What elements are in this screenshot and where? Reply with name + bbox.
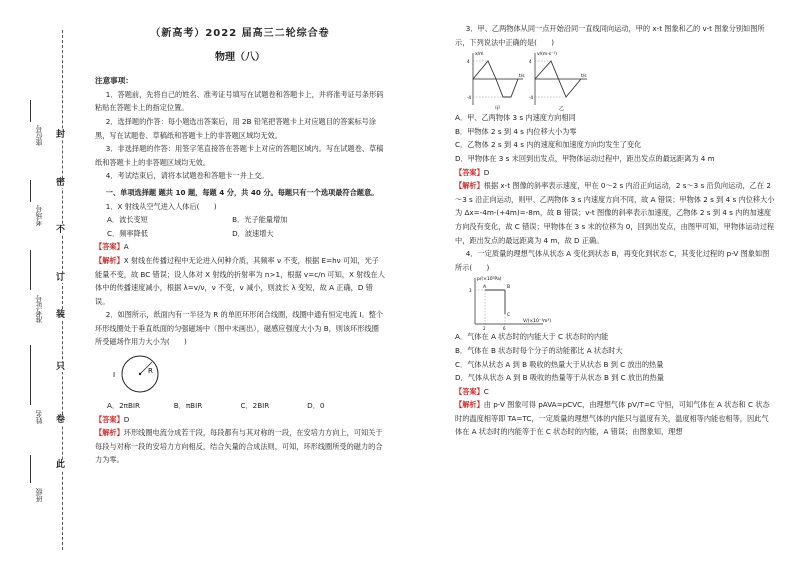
v-t-graph: [529, 51, 587, 111]
answer-value: D: [483, 167, 490, 177]
notice-item: 3．非选择题的作答：用签字笔直接答在答题卡上对应的答题区域内。写在试题卷、草稿纸和答题卡上的非答题区域均无效。: [95, 144, 384, 167]
option: A．气体在 A 状态时的内能大于 C 状态时的内能: [455, 332, 609, 342]
svg-text:乙: 乙: [559, 106, 565, 112]
seal-char: 不: [56, 225, 66, 235]
answer-label: 【答案】: [95, 242, 124, 252]
answer-value: D: [123, 414, 130, 424]
svg-text:V/(×10⁻³m³): V/(×10⁻³m³): [523, 319, 551, 325]
analysis-text: X 射线在传播过程中无论进入何种介质，其频率 ν 不变，根据 E=hν 可知，光子能量不变，故 BC 错误；设人体对 X 射线的折射率为 n>1，根据 v=c/n 可知，X 射线在人体中的传播速度减小，根据 λ=v/ν，ν 不变，v 减小，则波长 λ 变短，故 A 正确，D 错误。: [95, 255, 385, 306]
svg-text:3: 3: [469, 288, 472, 294]
q1-analysis: [95, 254, 385, 308]
svg-text:x/m: x/m: [475, 52, 484, 58]
q2-options: [95, 399, 385, 413]
analysis-text: 根据 x-t 图像的斜率表示速度，甲在 0～2 s 内沿正向运动，2 s～3 s 沿负向运动，乙在 2～3 s 沿正向运动，则甲、乙两物体 3 s 内速度方向不同，故 A 错误；甲物体 2 s 到 4 s 内位移大小为 Δx=-4m-(+4m)=-8m，故 B 错误；v-t 图像的斜率表示加速度，乙物体 2 s 到 4 s 内的加速度方向没有变化，故 C 错误；甲物体在 3 s 末的位移为 0，回到出发点，由图甲可知，甲物体运动过程中，距出发点的最远距离为 4 m，故 D 正确。: [455, 181, 775, 245]
notice-item: 1．答题前，先将自己的姓名、准考证号填写在试题卷和答题卡上，并将准考证号条形码粘贴在答题卡上的指定位置。: [95, 89, 384, 113]
answer-label: 【答案】: [455, 167, 484, 177]
q3-graphs: [463, 49, 593, 111]
svg-text:4: 4: [467, 59, 470, 65]
answer-label: 【答案】: [95, 414, 124, 424]
answer-label: 【答案】: [455, 386, 484, 396]
q2-figure: [95, 349, 385, 399]
q3-analysis: [455, 179, 775, 247]
seat-number-field: 座位号: [35, 125, 43, 146]
q4-answer: [455, 385, 775, 399]
notice-item: 4．考试结束后，请将本试题卷和答题卡一并上交。: [105, 171, 269, 181]
svg-text:-4: -4: [529, 95, 533, 101]
right-column: [455, 22, 775, 439]
svg-text:6: 6: [503, 326, 506, 331]
field-line: [30, 180, 31, 202]
q3-answer: [455, 166, 775, 180]
seal-char: 订: [56, 273, 66, 283]
option: D．0: [307, 401, 325, 411]
seal-line: [62, 30, 63, 550]
option: C．2BIR: [240, 401, 270, 411]
admission-number-field: 准考证号: [35, 295, 43, 323]
answer-value: C: [483, 386, 489, 396]
option: D．波速增大: [232, 228, 274, 238]
option: B．光子能量增加: [232, 215, 288, 225]
option: C．频率降低: [107, 228, 148, 238]
svg-text:A: A: [483, 285, 487, 291]
notice-item: 2．选择题的作答：每小题选出答案后，用 2B 铅笔把答题卡上对应题目的答案标号涂黑，写在试题卷、草稿纸和答题卡上的非答题区域均无效。: [95, 116, 377, 140]
p-v-graph: [463, 274, 553, 330]
q3-figures: [455, 49, 775, 111]
svg-text:4: 4: [529, 59, 532, 65]
notice-heading: 注意事项：: [95, 76, 133, 86]
option: D．气体从状态 A 到 B 吸收的热量等于从状态 B 到 C 放出的热量: [455, 373, 664, 383]
q3-stem: 3．甲、乙两物体从同一点开始沿同一直线同向运动，甲的 x-t 图象和乙的 v-t 图象分别如图所示，下列说法中正确的是( ): [455, 24, 765, 47]
svg-text:C: C: [507, 313, 511, 319]
analysis-label: 【解析】: [95, 428, 124, 438]
radius-label: R: [148, 367, 153, 376]
answer-value: A: [123, 242, 129, 252]
q1-options: [95, 213, 385, 240]
svg-text:v/(m·s⁻¹): v/(m·s⁻¹): [537, 52, 558, 58]
ring-diagram: [110, 349, 170, 399]
analysis-label: 【解析】: [455, 400, 484, 410]
option: C．气体从状态 A 到 B 吸收的热量大于从状态 B 到 C 放出的热量: [455, 359, 664, 369]
svg-text:p/(×10⁵Pa): p/(×10⁵Pa): [477, 277, 502, 283]
seal-char: 装: [56, 310, 66, 320]
analysis-text: 由 p-V 图象可得 pAVA=pCVC，由理想气体 pV/T=C 守恒，可知气体在 A 状态和 C 状态时的温度相等即 TA=TC，一定质量的理想气体的内能只与温度有关，温度相等内能也相等，因此气体在 A 状态时的内能等于在 C 状态时的内能，A 错误；由图象知，理想: [455, 400, 770, 437]
svg-text:甲: 甲: [495, 106, 501, 112]
q2-analysis: [95, 426, 385, 467]
field-line: [30, 455, 31, 483]
option: B．气体在 B 状态时每个分子的动能都比 A 状态时大: [455, 345, 623, 355]
exam-subtitle: 物理（八）: [215, 51, 265, 63]
analysis-label: 【解析】: [455, 181, 484, 191]
q2-stem: 2．如图所示，纸面内有一半径为 R 的单匝环形闭合线圈，线圈中通有恒定电流 I。整个环形线圈处于垂直纸面的匀强磁场中（图中未画出），磁感应强度大小为 B，则该环形线圈所受磁场作用力大小为( ): [95, 310, 384, 347]
seal-char: 封: [56, 130, 66, 140]
q2-answer: [95, 413, 385, 427]
q4-analysis: [455, 398, 775, 439]
x-t-graph: [467, 51, 525, 111]
field-line: [30, 100, 31, 122]
svg-text:t/s: t/s: [581, 74, 587, 80]
class-field: 班级: [35, 488, 43, 502]
option: A．2πBIR: [107, 401, 141, 411]
option: C．乙物体 2 s 到 4 s 内的速度和加速度方向均发生了变化: [455, 140, 642, 150]
option: A．波长变短: [107, 215, 148, 225]
svg-text:B: B: [507, 285, 511, 291]
field-line: [30, 345, 31, 405]
name-field: 姓名: [35, 410, 43, 424]
svg-text:t/s: t/s: [519, 74, 525, 80]
option: A．甲、乙两物体 3 s 内速度方向相同: [455, 113, 576, 123]
exam-title: （新高考）2022 届高三二轮综合卷: [150, 28, 330, 39]
svg-text:2: 2: [483, 326, 486, 331]
binding-strip: [0, 0, 78, 562]
analysis-label: 【解析】: [95, 255, 124, 265]
left-column: [95, 0, 385, 467]
option: D．甲物体在 3 s 末回到出发点，甲物体运动过程中，距出发点的最远距离为 4 m: [455, 153, 715, 163]
seal-char: 只: [56, 362, 66, 372]
seal-char: 密: [56, 178, 66, 188]
section-heading: 一、单项选择题 题共 10 题，每题 4 分，共 40 分。每题只有一个选项最符合题意。: [105, 187, 379, 197]
option: B．πBIR: [173, 401, 203, 411]
exam-room-field: 考场号: [35, 205, 43, 226]
q1-answer: [95, 240, 385, 254]
seal-char: 此: [56, 460, 66, 470]
seal-char: 卷: [56, 415, 66, 425]
q1-stem: 1．X 射线从空气进入人体后( ): [105, 201, 217, 211]
q4-figure: [455, 274, 775, 330]
current-label: I: [113, 371, 116, 380]
analysis-text: 环形线圈电流分成若干段，每段都有与其对称的一段，在安培力方向上，可知关于每段与对称一段的安培力方向相反，结合矢量的合成法则，可知，环形线圈所受的磁力的合力为零。: [95, 428, 383, 465]
q4-stem: 4．一定质量的理想气体从状态 A 变化到状态 B，再变化到状态 C，其变化过程的 p-V 图象如图所示( ): [455, 249, 770, 272]
svg-text:-4: -4: [467, 95, 471, 101]
field-line: [30, 250, 31, 290]
option: B．甲物体 2 s 到 4 s 内位移大小为零: [455, 126, 577, 136]
